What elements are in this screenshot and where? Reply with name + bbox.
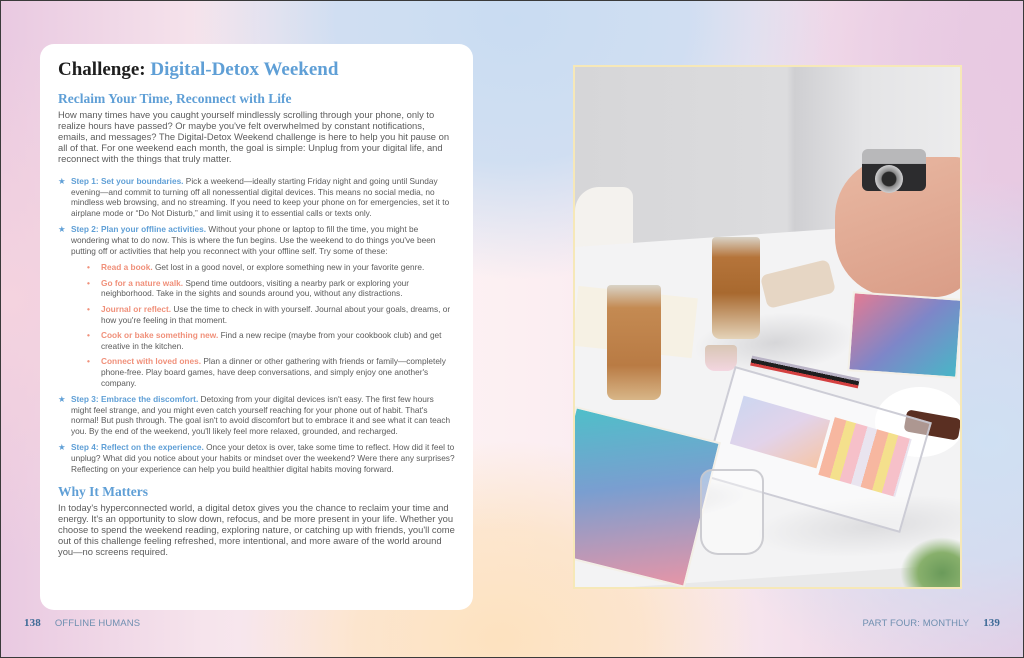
step-item-1 [58, 176, 455, 218]
activity-text: Find a new recipe (maybe from your cookbook club) and get creative in the kitchen. [101, 330, 442, 351]
photo-teacup [705, 345, 737, 371]
activity-lead: Connect with loved ones. [101, 356, 202, 367]
bullet-icon: • [87, 262, 90, 273]
step-lead: Step 2: Plan your offline activities. [71, 224, 207, 235]
step-text: Detoxing from your digital devices isn't easy. The first few hours might feel strange, and you might even catch yourself reaching for your phone out of habit. That's normal! But push through. The goal isn't to avoid discomfort but to embrace it and see what it can teach you. By the end of the weekend, you'll likely feel more relaxed, grounded, and recharged. [71, 394, 451, 436]
left-page-footer [24, 617, 140, 629]
page-number-right: 139 [983, 617, 1000, 629]
star-icon: ★ [58, 442, 66, 453]
star-icon: ★ [58, 394, 66, 405]
activity-text: Plan a dinner or other gathering with friends or family—completely phone-free. Play board games, have deep conversations, and simply enjoy one another's company. [101, 356, 446, 388]
step-item-4 [58, 442, 455, 474]
activity-item [87, 304, 455, 325]
photo-notebook-gradient [847, 291, 962, 378]
section-heading-reclaim: Reclaim Your Time, Reconnect with Life [58, 91, 292, 106]
intro-paragraph: How many times have you caught yourself mindlessly scrolling through your phone, only to realize hours have passed? Or maybe you've felt overwhelmed by constant notifications, emails, and messages? The Digital-Detox Weekend challenge is here to help you hit pause on all of that. For one weekend each month, the goal is simple: Unplug from your digital life, and reconnect with the things that truly matter. [58, 109, 450, 164]
section-heading-why: Why It Matters [58, 484, 148, 500]
right-page-footer [863, 617, 1000, 629]
challenge-card [40, 44, 473, 610]
activity-item [87, 278, 455, 299]
lifestyle-photo [573, 65, 962, 589]
bullet-icon: • [87, 303, 90, 314]
star-icon: ★ [58, 176, 66, 186]
page-number-left: 138 [24, 617, 41, 629]
activities-list [87, 262, 455, 388]
photo-plant [900, 537, 962, 589]
title-prefix: Challenge: [58, 59, 151, 80]
activity-lead: Journal or reflect. [101, 303, 172, 314]
activity-item [87, 330, 455, 351]
star-icon: ★ [58, 224, 66, 235]
step-lead: Step 3: Embrace the discomfort. [71, 394, 199, 405]
step-lead: Step 4: Reflect on the experience. [71, 442, 204, 453]
page-title [58, 58, 455, 82]
bullet-icon: • [87, 277, 90, 288]
step-text: Without your phone or laptop to fill the time, you might be wondering what to do now. This is where the fun begins. Use the weekend to do things you've been putting off or activities that help you reconnect with your offline self. Try some of these: [71, 224, 436, 256]
activity-item [87, 356, 455, 388]
activity-lead: Cook or bake something new. [101, 330, 219, 341]
running-head-right: PART FOUR: MONTHLY [862, 618, 970, 629]
why-paragraph: In today's hyperconnected world, a digital detox gives you the chance to reclaim your time and energy. It's an opportunity to slow down, refocus, and be more present in your life. Whether you choose to spend the weekend reading, exploring nature, or catching up with friends, you'll come out of this challenge feeling refreshed, more intentional, and more aware of the world around you—no screens required. [58, 502, 455, 558]
photo-iced-coffee-1 [607, 285, 661, 400]
activity-lead: Go for a nature walk. [101, 277, 184, 288]
activity-item [87, 262, 455, 273]
steps-list [58, 176, 455, 474]
step-text: Pick a weekend—ideally starting Friday night and going until Sunday evening—and commit to turning off all nonessential digital devices. This means no social media, no mindless web browsing, and no streaming. If you need to keep your phone on for emergencies, set it to airplane mode or “Do Not Disturb,” and limit using it to essential calls or texts only. [71, 176, 450, 218]
running-head-left: OFFLINE HUMANS [54, 618, 141, 629]
step-lead: Step 1: Set your boundaries. [71, 176, 184, 186]
step-item-3 [58, 394, 455, 436]
photo-strawberry-mug [700, 469, 764, 555]
step-item-2 [58, 224, 455, 388]
title-accent: Digital-Detox Weekend [150, 59, 339, 80]
camera-lens [875, 165, 903, 193]
activity-lead: Read a book. [101, 262, 153, 273]
activity-text: Use the time to check in with yourself. Journal about your goals, dreams, or how you're feeling in that moment. [101, 303, 451, 325]
step-text: Once your detox is over, take some time to reflect. How did it feel to unplug? What did you notice about your habits or mindset over the weekend? Were there any surprises? Reflecting on your experience can help you build healthier digital habits moving forward. [71, 442, 455, 474]
bullet-icon: • [87, 356, 90, 367]
activity-text: Get lost in a good novel, or explore something new in your favorite genre. [152, 262, 425, 273]
bullet-icon: • [87, 330, 90, 341]
photo-iced-coffee-2 [712, 237, 760, 339]
activity-text: Spend time outdoors, visiting a nearby park or exploring your neighborhood. Take in the sights and sounds around you, without any distractions. [101, 277, 410, 299]
